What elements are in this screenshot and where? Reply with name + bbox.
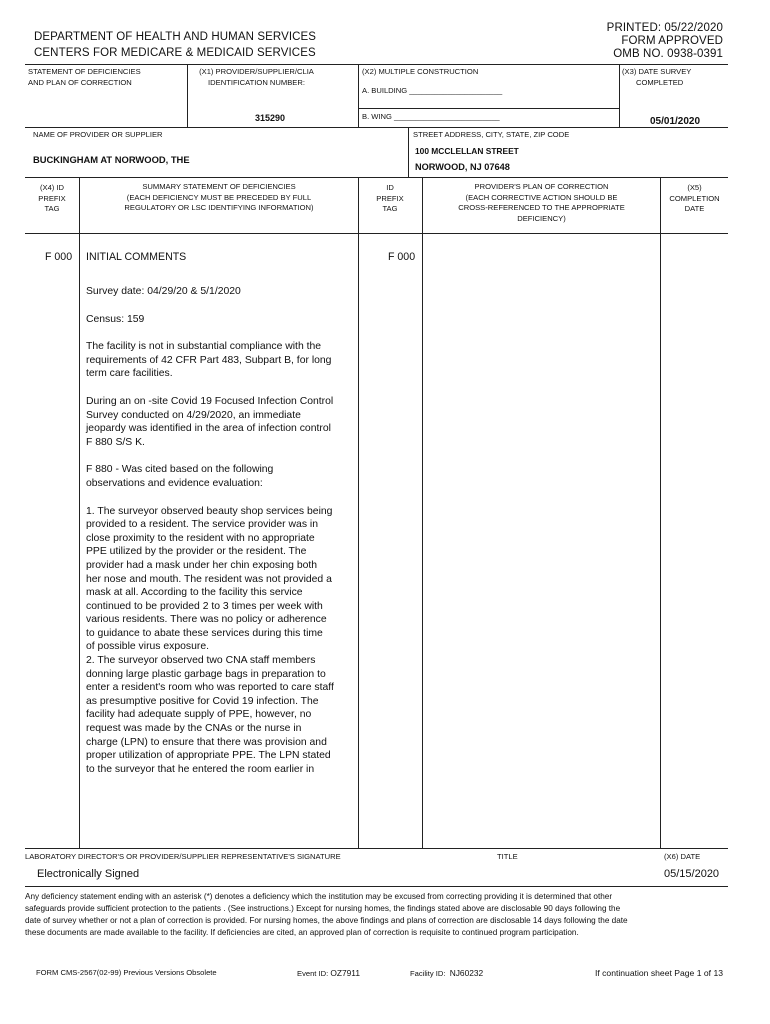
department-line-2: CENTERS FOR MEDICARE & MEDICAID SERVICES	[34, 47, 316, 59]
signature-label: LABORATORY DIRECTOR'S OR PROVIDER/SUPPLIER REPRESENTATIVE'S SIGNATURE	[25, 852, 341, 861]
id-column-header: ID PREFIX TAG	[376, 183, 404, 213]
street-address: 100 MCCLELLAN STREET	[415, 146, 519, 156]
completion-column-header: (X5) COMPLETION DATE	[669, 183, 720, 213]
paragraph: The facility is not in substantial compliance with the requirements of 42 CFR Part 483, Subpart B, for long term care facilities.	[86, 341, 332, 380]
provider-name: BUCKINGHAM AT NORWOOD, THE	[33, 154, 190, 165]
city-state-zip: NORWOOD, NJ 07648	[415, 162, 510, 172]
provider-name-label: NAME OF PROVIDER OR SUPPLIER	[33, 130, 163, 139]
provider-id-number: 315290	[255, 113, 286, 123]
x4-column-header: (X4) ID PREFIX TAG	[38, 183, 66, 213]
paragraph: F 880 - Was cited based on the following observations and evidence evaluation:	[86, 464, 274, 489]
form-approved: FORM APPROVED	[621, 35, 723, 47]
paragraph: Census: 159	[86, 313, 145, 325]
left-prefix-tag: F 000	[45, 251, 73, 263]
x1-label: (X1) PROVIDER/SUPPLIER/CLIA IDENTIFICATION NUMBER:	[199, 67, 314, 87]
continuation-sheet: If continuation sheet Page 1 of 13	[594, 968, 723, 978]
x3-label: (X3) DATE SURVEY COMPLETED	[622, 67, 692, 87]
department-line-1: DEPARTMENT OF HEALTH AND HUMAN SERVICES	[34, 31, 317, 43]
paragraph: 1. The surveyor observed beauty shop services being provided to a resident. The service provider was in close proximity to the resident with no appropriate PPE utilized by the provider or the resident. The provider had a mask under her chin exposing both her nose and mouth. The resident was not provided a mask at all. According to the facility this service continued to be provided 2 to 3 times per week with various residents. There was no policy or adherence to guidance to abate these services during this time of possible virus exposure.	[86, 505, 333, 653]
building-label: A. BUILDING ______________________	[362, 86, 503, 95]
event-id: Event ID: OZ7911	[297, 968, 360, 978]
survey-completed-date: 05/01/2020	[650, 116, 701, 127]
date-label: (X6) DATE	[664, 852, 701, 861]
initial-comments-heading: INITIAL COMMENTS	[86, 251, 187, 263]
printed-date: PRINTED: 05/22/2020	[606, 22, 723, 34]
x2-label: (X2) MULTIPLE CONSTRUCTION	[362, 67, 479, 76]
plan-column-header: PROVIDER'S PLAN OF CORRECTION (EACH CORRECTIVE ACTION SHOULD BE CROSS-REFERENCED TO THE APPROPRIATE DEFICIENCY)	[458, 182, 625, 223]
address-label: STREET ADDRESS, CITY, STATE, ZIP CODE	[413, 130, 570, 139]
signature-date: 05/15/2020	[664, 868, 720, 880]
paragraph: Survey date: 04/29/20 & 5/1/2020	[86, 286, 241, 297]
paragraph: 2. The surveyor observed two CNA staff members donning large plastic garbage bags in preparation to enter a resident's room who was reported to care staff as presumptive positive for Covid 19 infection. The facility had adequate supply of PPE, however, no request was made by the CNAs or the nurse in charge (LPN) to ensure that there was provision and proper utilization of appropriate PPE. The LPN stated to the surveyor that he entered the room earlier in	[86, 655, 334, 775]
signature-value: Electronically Signed	[37, 868, 140, 880]
omb-number: OMB NO. 0938-0391	[613, 48, 723, 60]
deficiency-text	[86, 285, 334, 776]
statement-label: STATEMENT OF DEFICIENCIES AND PLAN OF CORRECTION	[28, 67, 141, 87]
disclaimer: Any deficiency statement ending with an asterisk (*) denotes a deficiency which the institution may be excused from correcting providing it is determined that other safeguards provide sufficient protection to the patients . (See instructions.) Except for nursing homes, the findings stated above are disclosable 90 days following the date of survey whether or not a plan of correction is provided. For nursing homes, the above findings and plans of correction are disclosable 14 days following the date these documents are made available to the facility. If deficiencies are cited, an approved plan of correction is requisite to continued program participation.	[25, 892, 628, 937]
summary-column-header: SUMMARY STATEMENT OF DEFICIENCIES (EACH DEFICIENCY MUST BE PRECEDED BY FULL REGULATORY OR LSC IDENTIFYING INFORMATION)	[124, 182, 314, 212]
title-label: TITLE	[497, 852, 518, 861]
form-number: FORM CMS-2567(02-99) Previous Versions Obsolete	[36, 968, 217, 977]
wing-label: B. WING _________________________	[362, 112, 500, 121]
paragraph: During an on -site Covid 19 Focused Infection Control Survey conducted on 4/29/2020, an immediate jeopardy was identified in the area of infection control F 880 S/S K.	[86, 395, 334, 448]
right-prefix-tag: F 000	[388, 251, 416, 263]
facility-id: Facility ID: NJ60232	[410, 968, 484, 978]
